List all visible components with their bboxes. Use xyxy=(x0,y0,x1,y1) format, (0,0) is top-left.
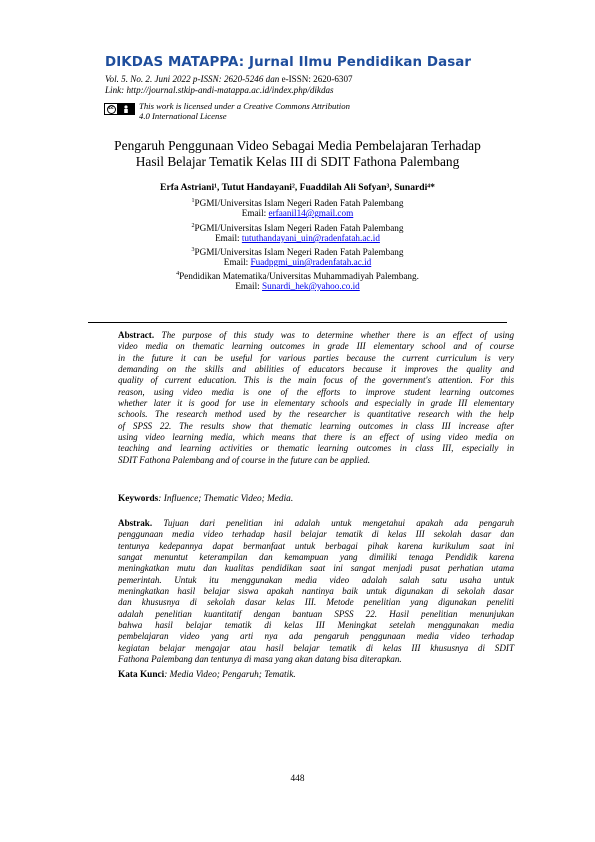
affiliation-1-text: PGMI/Universitas Islam Negeri Raden Fatah Palembang xyxy=(194,198,404,209)
abstract-line xyxy=(118,398,514,409)
affiliation-1-sup: 1 xyxy=(191,198,195,204)
kata-kunci-text: : Media Video; Pengaruh; Tematik. xyxy=(164,670,296,680)
abstract-text: whether later it is good for use in elementary schools and especially in grade III elementary xyxy=(118,398,514,409)
email-2 xyxy=(60,233,535,244)
abstract-text: teaching and learning activities or thematic learning outcomes in class III, especially in xyxy=(118,443,514,454)
cc-icon-left xyxy=(105,104,117,114)
abstrak-text: tentunya kedepannya dapat bermanfaat untuk berbagai pihak karena kurikulum saat ini xyxy=(118,540,514,551)
abstract-indonesian xyxy=(118,518,514,665)
eissn-text: e-ISSN: 2620-6307 xyxy=(279,74,353,84)
abstract-text: using video learning media, which means that there is an effect of using video media on xyxy=(118,432,514,443)
email-1-link[interactable]: erfaanil14@gmail.com xyxy=(268,208,354,218)
abstrak-text: Fathona Palembang dan tentunya di masa yang akan datang bisa diterapkan. xyxy=(118,654,402,665)
keywords-text: : Influence; Thematic Video; Media. xyxy=(158,494,294,504)
abstract-text: of SPSS 22. The results show that thematic learning outcomes in class III increase after xyxy=(118,420,514,431)
abstract-line xyxy=(118,387,514,398)
abstrak-line xyxy=(118,620,514,631)
license-line-2[interactable]: 4.0 International License xyxy=(139,111,227,121)
abstrak-line xyxy=(118,643,514,654)
email-1 xyxy=(60,208,535,219)
affiliation-3-text: PGMI/Universitas Islam Negeri Raden Fatah Palembang xyxy=(194,247,404,258)
by-icon xyxy=(117,104,134,114)
cc-badge-text: cc xyxy=(108,105,114,111)
abstrak-text: meningkatkan hasil belajar siswa apakah nantinya baik untuk digunakan di sekolah dasar xyxy=(118,586,514,597)
abstract-line xyxy=(118,375,514,386)
abstrak-line xyxy=(118,575,514,586)
abstrak-text: penggunaan media video terhadap hasil belajar tematik di kelas III sekolah dasar dan xyxy=(118,529,514,540)
keywords-english xyxy=(118,494,514,505)
abstrak-text: kegiatan belajar mengajar atau hasil belajar tematik di kelas III khususnya di SDIT xyxy=(118,642,514,653)
volume-issn-line xyxy=(105,74,353,84)
abstract-line xyxy=(118,341,514,352)
abstract-text: quality of current education. This is the main focus of the government's attention. For this xyxy=(118,375,514,386)
author-list: Erfa Astriani¹, Tutut Handayani², Fuaddilah Ali Sofyan³, Sunardi⁴* xyxy=(160,182,435,193)
keywords-label: Keywords xyxy=(118,494,159,504)
abstract-text: SDIT Fathona Palembang and of course in the future can be applied. xyxy=(118,454,371,465)
abstract-line xyxy=(118,455,514,466)
abstract-text: video media on thematic learning outcomes in grade III elementary school and of course xyxy=(118,341,514,352)
abstrak-line xyxy=(118,563,514,574)
abstract-text: reason, using video media is one of the efforts to improve student learning outcomes xyxy=(118,386,514,397)
abstrak-line xyxy=(118,631,514,642)
paper-title xyxy=(60,138,535,169)
abstrak-text: meningkatkan mutu dan kualitas pendidikan saat ini sangat menjadi pusat perhatian utama xyxy=(118,563,514,574)
abstract-text: schools. The research method used by the researcher is quantitative research with the help xyxy=(118,409,514,420)
abstrak-line xyxy=(118,518,514,529)
email-3-label: Email: xyxy=(223,257,251,267)
section-divider xyxy=(88,322,507,323)
abstrak-text: pembelajaran video yang arti nya ada pengaruh penggunaan media video terhadap xyxy=(118,631,514,642)
cc-circle-icon xyxy=(107,105,116,114)
email-3 xyxy=(60,257,535,268)
person-icon xyxy=(122,105,130,114)
email-2-link[interactable]: tututhandayani_uin@radenfatah.ac.id xyxy=(241,233,380,243)
abstrak-line xyxy=(118,609,514,620)
abstract-line xyxy=(118,409,514,420)
abstrak-line xyxy=(118,597,514,608)
abstrak-text: pemerintah. Untuk itu menggunakan media video adalah salah satu usaha untuk xyxy=(118,574,514,585)
abstrak-line xyxy=(118,586,514,597)
abstrak-line xyxy=(118,654,514,665)
abstract-text: The purpose of this study was to determine whether there is an effect of using xyxy=(161,330,514,340)
affiliation-4-sup: 4 xyxy=(176,271,180,277)
page-number: 448 xyxy=(290,774,305,784)
abstract-line xyxy=(118,353,514,364)
volume-issn-prefix: Vol. 5. No. 2. Juni 2022 p-ISSN: 2620-5246 dan xyxy=(105,74,280,84)
abstract-text: in the future it can be useful for various parties because the current curriculum is very xyxy=(118,352,514,363)
email-1-label: Email: xyxy=(241,208,269,218)
abstract-label: Abstract. xyxy=(118,330,155,340)
email-3-link[interactable]: Fuadpgmi_uin@radenfatah.ac.id xyxy=(250,257,372,267)
license-line-1[interactable]: This work is licensed under a Creative Commons Attribution xyxy=(139,101,350,111)
affiliation-2-sup: 2 xyxy=(191,223,195,229)
abstrak-line xyxy=(118,552,514,563)
paper-title-line-2: Hasil Belajar Tematik Kelas III di SDIT Fathona Palembang xyxy=(135,153,460,169)
email-4-link[interactable]: Sunardi_hek@yahoo.co.id xyxy=(262,281,360,291)
email-4-label: Email: xyxy=(235,281,263,291)
abstract-english xyxy=(118,330,514,466)
journal-link[interactable]: Link: http://journal.stkip-andi-matappa.ac.id/index.php/dikdas xyxy=(105,85,334,95)
abstrak-text: sangat menuntut keterampilan dan kemampuan yang dimiliki tenaga Pendidik karena xyxy=(118,552,514,563)
abstract-line xyxy=(118,364,514,375)
affiliation-4-text: Pendidikan Matematika/Universitas Muhammadiyah Palembang. xyxy=(179,271,419,282)
affiliation-3-sup: 3 xyxy=(191,247,195,253)
email-4 xyxy=(60,281,535,292)
email-2-label: Email: xyxy=(215,233,242,243)
journal-title: DIKDAS MATAPPA: Jurnal Ilmu Pendidikan Dasar xyxy=(105,55,472,70)
abstrak-text: bahwa hasil belajar tematik di kelas III Meningkat setelah menggunakan media xyxy=(118,620,514,631)
abstract-line xyxy=(118,330,514,341)
creative-commons-by-icon[interactable] xyxy=(104,103,135,115)
affiliation-2-text: PGMI/Universitas Islam Negeri Raden Fatah Palembang xyxy=(194,223,404,234)
abstract-text: demanding on the skills and abilities of educators because it improves the quality and xyxy=(118,364,514,375)
paper-title-line-1: Pengaruh Penggunaan Video Sebagai Media Pembelajaran Terhadap xyxy=(114,138,481,153)
abstrak-label: Abstrak. xyxy=(118,518,153,528)
abstrak-text: Tujuan dari penelitian ini adalah untuk mengetahui apakah ada pengaruh xyxy=(163,518,514,528)
abstrak-line xyxy=(118,541,514,552)
abstract-line xyxy=(118,432,514,443)
abstrak-line xyxy=(118,529,514,540)
abstract-line xyxy=(118,421,514,432)
abstrak-text: dan khususnya di sekolah dasar kelas III. Metode penelitian yang digunakan peneliti xyxy=(118,597,514,608)
abstrak-text: adalah penelitian kuantitatif dengan bantuan SPSS 22. Hasil penelitian menunjukan xyxy=(118,608,514,619)
abstract-line xyxy=(118,443,514,454)
kata-kunci-label: Kata Kunci xyxy=(118,670,165,680)
keywords-indonesian xyxy=(118,670,514,681)
